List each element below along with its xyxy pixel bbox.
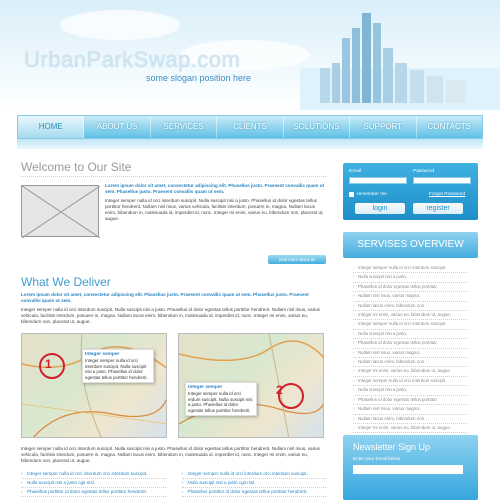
list-item[interactable]: › Nulla suscipit nisi a justo. bbox=[353, 273, 468, 282]
deliver-list-left bbox=[21, 470, 174, 497]
email-label: Email bbox=[349, 169, 361, 174]
login-button[interactable]: login bbox=[355, 203, 405, 214]
map-info-title: Integer semper bbox=[188, 385, 223, 390]
nav-contacts[interactable]: CONTACTS bbox=[427, 122, 471, 131]
nav-support[interactable]: SUPPORT bbox=[350, 116, 416, 138]
list-item[interactable]: › Nulla suscipit nisi a justo cgit nisl. bbox=[182, 479, 327, 488]
welcome-lead: Lorem ipsum dolor sit amet, consectetur adipiscing elit. Phasellus justo. Praesent convallis quam ut sem. Phasellus justo. Praesent convallis quam ut sem. bbox=[105, 183, 325, 194]
newsletter-email-input[interactable] bbox=[353, 465, 463, 474]
list-item[interactable]: › Phasellus id dolor egestas tellus porttitor. bbox=[353, 396, 468, 405]
header bbox=[0, 0, 500, 112]
deliver-body: Integer semper nulla id orci interdum suscipit. Nulla suscipit nisi a justo. Phasellus id dolor egestas tellus porttitor hendrerit. Nullam nisl risus, varius vehicula, facilisis interdum, posuere in, magna. Nullam lacus enim, bibendum in, malesuada id, imperdiet id, nunc. Integer mi enim, varius eu, bibendum non, placerat ut, augue. bbox=[21, 307, 320, 324]
list-item[interactable]: › Nullam nisl risus, varius magna; bbox=[353, 405, 468, 414]
services-title: SERVISES OVERVIEW bbox=[343, 232, 478, 258]
nav-services[interactable]: SERVICES bbox=[151, 116, 217, 138]
nav-clients[interactable]: CLIENTS bbox=[217, 116, 283, 138]
welcome-text bbox=[105, 183, 326, 222]
map-info-box bbox=[82, 349, 154, 383]
forgot-password-link[interactable]: Forgot Password bbox=[429, 192, 466, 197]
map-info-title: Integer semper bbox=[85, 352, 120, 357]
map-marker-number: 1 bbox=[45, 357, 52, 371]
map-info-text: Integer semper nulla id orci erdum suscipit. Nulla suscipit nisi a justo. Phasellus id dolor egestas tellus porttitor hendrerit. bbox=[188, 391, 253, 413]
deliver-list-right bbox=[174, 470, 327, 497]
list-item[interactable]: › Integer semper nulla id orci interdum suscipit. bbox=[353, 320, 468, 329]
nav-home[interactable]: HOME bbox=[18, 116, 84, 138]
welcome-section bbox=[21, 183, 326, 263]
list-item[interactable]: › Nullam nisl risus, varius magna; bbox=[353, 349, 468, 358]
list-item[interactable]: › Phasellus porttitor id dolor egestas tellus porttitor hendrerit. bbox=[182, 488, 327, 497]
newsletter-title: Newsletter Sign Up bbox=[353, 442, 431, 452]
nav-subbar bbox=[17, 139, 483, 149]
list-item[interactable]: › Integer semper nulla id orci interdum suscipit. bbox=[353, 377, 468, 386]
list-item[interactable]: › Phasellus porttitor id dolor egestas tellus porttitor hendrerit. bbox=[21, 488, 166, 497]
list-item[interactable]: › Integer mi enim, varius eu, bibendum ut, augue. bbox=[353, 424, 468, 433]
image-placeholder-icon bbox=[22, 186, 100, 238]
remember-label: remember me bbox=[357, 192, 387, 197]
list-item[interactable]: › Integer semper nulla id orci interdum orci interdum suscipit. bbox=[21, 470, 166, 479]
read-more-button[interactable]: read more about us bbox=[268, 255, 326, 264]
list-item[interactable]: › Nullam lacus enim, bibendum non. bbox=[353, 302, 468, 311]
nav-solutions[interactable]: SOLUTIONS bbox=[284, 116, 350, 138]
city-skyline-image bbox=[300, 8, 500, 110]
sidebar bbox=[343, 163, 478, 433]
list-item[interactable]: › Nullam nisl risus, varius magna; bbox=[353, 292, 468, 301]
password-label: Password bbox=[413, 169, 435, 174]
list-item[interactable]: › Nullam lacus enim, bibendum non. bbox=[353, 358, 468, 367]
site-logo[interactable]: UrbanParkSwap.com bbox=[24, 47, 241, 72]
login-panel bbox=[343, 163, 478, 220]
list-item[interactable]: › Nulla suscipit nisi a justo. bbox=[353, 330, 468, 339]
list-item[interactable]: › Nullam lacus enim, bibendum non. bbox=[353, 415, 468, 424]
nav-about-us[interactable]: ABOUT US bbox=[84, 116, 150, 138]
list-item[interactable]: › Integer semper nulla id orci interdum orci interdum suscipit. bbox=[182, 470, 327, 479]
welcome-image-placeholder bbox=[21, 185, 99, 237]
deliver-lists bbox=[21, 470, 326, 497]
site-slogan: some slogan position here bbox=[146, 73, 252, 83]
main-content bbox=[21, 160, 326, 497]
welcome-body: Integer semper nulla id orci interdum suscipit. Nulla suscipit nisi a justo. Phasellus id dolor egestas tellus porttitor hendrerit. Nullam nisl risus, varius vehicula, facilisis interdum, posuere in, magna. Nullam lacus enim, bibendum in, malesuada id, imperdiet id, nunc. Integer mi enim, varius eu, bibendum non, placerat ut, augue. bbox=[105, 198, 324, 221]
email-input[interactable] bbox=[349, 177, 407, 184]
newsletter-email-label: Enter your Email below bbox=[353, 456, 401, 461]
list-item[interactable]: › Phasellus id dolor egestas tellus porttitor. bbox=[353, 339, 468, 348]
welcome-title: Welcome to Our Site bbox=[21, 160, 326, 177]
cloud bbox=[60, 10, 180, 40]
map-info-box bbox=[185, 382, 257, 416]
password-input[interactable] bbox=[413, 177, 471, 184]
maps-row bbox=[21, 333, 326, 443]
list-item[interactable]: › Integer mi enim, varius eu, bibendum ut, augue. bbox=[353, 311, 468, 320]
list-item[interactable]: › Nulla suscipit nisi a justo. bbox=[353, 386, 468, 395]
list-item[interactable]: › Integer semper nulla id orci interdum suscipit. bbox=[353, 264, 468, 273]
map-image-1[interactable] bbox=[21, 333, 167, 438]
list-item[interactable]: › Nulla suscipit nisi a justo cgit nisl. bbox=[21, 479, 166, 488]
map-info-text: Integer semper nulla id orci interdum suscipit. Nulla suscipit nisi a justo. Phasellus id dolor egestas tellus porttitor hendrerit. bbox=[85, 358, 148, 380]
main-nav bbox=[17, 115, 483, 139]
map-image-2[interactable] bbox=[178, 333, 324, 438]
list-item[interactable]: › Integer mi enim, varius eu, bibendum ut, augue. bbox=[353, 367, 468, 376]
list-item[interactable]: › Phasellus id dolor egestas tellus porttitor. bbox=[353, 283, 468, 292]
remember-checkbox[interactable] bbox=[349, 192, 354, 197]
deliver-bottom-text: Integer semper nulla id orci interdum suscipit. Nulla suscipit nisi a justo. Phasellus id dolor egestas tellus porttitor hendrerit. Nullam nisl risus, varius vehicula, facilisis interdum, posuere in, magna. Nullam lacus enim, bibendum in, malesuada id, imperdiet id, nunc. Integer mi enim, varius eu, bibendum non, placerat ut, augue. bbox=[21, 446, 320, 463]
map-marker-number: 2 bbox=[276, 383, 283, 397]
newsletter-panel bbox=[343, 435, 478, 500]
deliver-lead: Lorem ipsum dolor sit amet, consectetur adipiscing elit. Phasellus justo. Praesent convallis quam ut sem. Phasellus justo. Praesent convallis quam ut sem. bbox=[21, 292, 309, 303]
register-button[interactable]: register bbox=[413, 203, 463, 214]
deliver-title: What We Deliver bbox=[21, 275, 111, 289]
services-list bbox=[343, 264, 478, 433]
